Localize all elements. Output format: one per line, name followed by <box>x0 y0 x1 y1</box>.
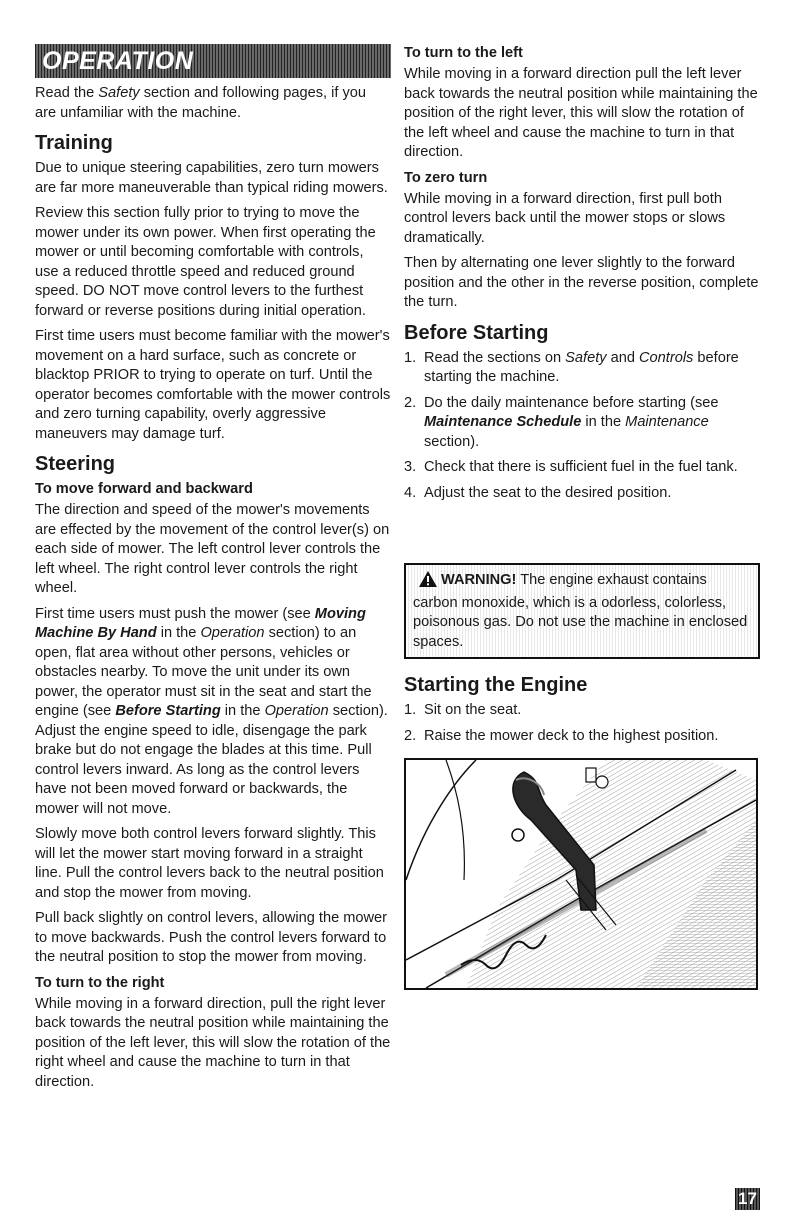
turn-left-paragraph: While moving in a forward direction pull the left lever back towards the neutral position while maintaining the position of the right lever, this will slow the rotation of the left wheel and cause the machine to turn in that direction. <box>404 66 758 160</box>
steering-heading: Steering <box>35 453 116 475</box>
list-item: 2. Do the daily maintenance before starting (see Maintenance Schedule in the Maintenance section). <box>404 394 719 450</box>
list-item: 4. Adjust the seat to the desired position. <box>404 484 672 501</box>
list-item: 2. Raise the mower deck to the highest position. <box>404 727 719 744</box>
section-title: OPERATION <box>42 46 194 75</box>
warning-triangle-icon <box>419 571 437 594</box>
list-item: 3. Check that there is sufficient fuel in the fuel tank. <box>404 459 738 475</box>
left-column <box>35 44 391 1098</box>
right-column <box>404 44 760 990</box>
section-banner <box>35 44 391 78</box>
training-heading: Training <box>35 132 113 154</box>
training-paragraph-3: First time users must become familiar with the mower's movement on a hard surface, such as concrete or blacktop PRIOR to trying to operate on turf. Until the operator becomes comfortable with the mower controls and zero turning capability, overly aggressive maneuvers may damage turf. <box>35 328 391 442</box>
zero-turn-paragraph-1: While moving in a forward direction, first pull both control levers back until the mower stops or slows dramatically. <box>404 190 726 246</box>
turn-right-subheading: To turn to the right <box>35 974 165 991</box>
zero-turn-subheading: To zero turn <box>404 169 488 186</box>
starting-engine-heading: Starting the Engine <box>404 674 588 696</box>
warning-label: WARNING! <box>441 572 517 588</box>
steering-paragraph-3: Slowly move both control levers forward slightly. This will let the mower start moving forward in a straight line. Pull the control levers back to the neutral position and stop the mower from moving. <box>35 826 384 901</box>
warning-box <box>404 563 760 659</box>
zero-turn-paragraph-2: Then by alternating one lever slightly to the forward position and the other in the reverse position, complete the turn. <box>404 255 759 310</box>
before-starting-list <box>404 349 760 504</box>
steering-paragraph-2: First time users must push the mower (see Moving Machine By Hand in the Operation section) to an open, flat area without other persons, vehicles or obstacles nearby. To move the unit under its own power, the operator must sit in the seat and start the engine (see Before Starting in the Operation section). Adjust the engine speed to idle, disengage the park brake but do not engage the blades at this time. Pull control levers inward. As long as the control levers have not been moved forward or backwards, the mower will not move. <box>35 605 388 817</box>
turn-left-subheading: To turn to the left <box>404 45 523 61</box>
turn-right-paragraph: While moving in a forward direction, pull the right lever back towards the neutral position while maintaining the position of the left lever, this will slow the rotation of the right wheel and cause the machine to turn in that direction. <box>35 995 391 1090</box>
before-starting-heading: Before Starting <box>404 321 549 344</box>
steering-paragraph-4: Pull back slightly on control levers, allowing the mower to move backwards. Push the control levers forward to the neutral position to stop the mower from moving. <box>35 910 388 965</box>
starting-engine-list <box>404 701 760 746</box>
training-paragraph-2: Review this section fully prior to trying to move the mower under its own power. When first operating the mower or until becoming comfortable with controls, use a reduced throttle speed and reduced ground speed. DO NOT move control levers to the furthest forward or reverse positions during initial operation. <box>35 205 376 319</box>
training-paragraph-1: Due to unique steering capabilities, zero turn mowers are far more maneuverable than typical riding mowers. <box>35 160 388 196</box>
warning-text: WARNING! The engine exhaust contains carbon monoxide, which is a odorless, colorless, poisonous gas. Do not use the machine in enclosed spaces. <box>413 572 748 650</box>
intro-paragraph: Read the Safety section and following pages, if you are unfamiliar with the machine. <box>35 85 367 121</box>
page-number: 17 <box>735 1188 760 1210</box>
steering-paragraph-1: The direction and speed of the mower's movements are effected by the movement of the control lever(s) on each side of mower. The left control lever controls the left wheel. The right control lever controls the right wheel. <box>35 502 390 596</box>
list-item: 1. Read the sections on Safety and Controls before starting the machine. <box>404 349 739 385</box>
list-item: 1. Sit on the seat. <box>404 702 522 718</box>
forward-backward-subheading: To move forward and backward <box>35 481 253 497</box>
deck-lift-lever-illustration <box>404 758 758 990</box>
